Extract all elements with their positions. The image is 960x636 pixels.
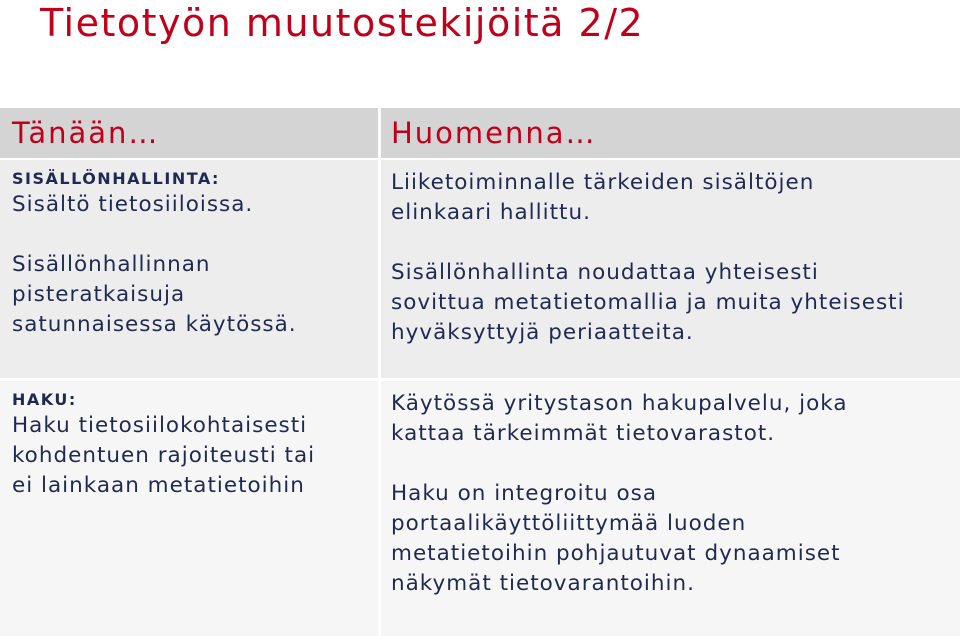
cell-body	[12, 389, 372, 501]
row-content-management-tomorrow	[381, 160, 960, 378]
text-line: pisteratkaisuja	[12, 282, 186, 307]
text-line: Haku on integroitu osa	[391, 481, 658, 506]
comparison-table	[0, 108, 960, 636]
text-line: satunnaisessa käytössä.	[12, 312, 297, 337]
paragraph-gap	[391, 228, 956, 258]
slide-title: Tietotyön muutostekijöitä 2/2	[40, 1, 645, 45]
cell-body	[391, 389, 956, 599]
text-line: näkymät tietovarantoihin.	[391, 571, 695, 596]
text-line: Liiketoiminnalle tärkeiden sisältöjen	[391, 170, 815, 195]
text-line: hyväksyttyjä periaatteita.	[391, 320, 694, 345]
text-line: elinkaari hallittu.	[391, 200, 591, 225]
cell-body	[12, 168, 372, 340]
row-search-tomorrow	[381, 381, 960, 636]
text-line: portaalikäyttöliittymää luoden	[391, 511, 747, 536]
cell-label: HAKU:	[12, 390, 77, 409]
header-today-label: Tänään…	[12, 116, 160, 150]
cell-label: SISÄLLÖNHALLINTA:	[12, 169, 220, 188]
text-line: Käytössä yritystason hakupalvelu, joka	[391, 391, 848, 416]
text-line: sovittua metatietomallia ja muita yhteisesti	[391, 290, 905, 315]
header-today	[0, 108, 378, 158]
text-line: metatietoihin pohjautuvat dynaamiset	[391, 541, 841, 566]
text-line: ei lainkaan metatietoihin	[12, 473, 305, 498]
text-line: Haku tietosiilokohtaisesti	[12, 413, 308, 438]
text-line: Sisällönhallinnan	[12, 252, 211, 277]
header-tomorrow	[381, 108, 960, 158]
header-tomorrow-label: Huomenna…	[391, 116, 597, 150]
row-search-today	[0, 381, 378, 636]
paragraph-gap	[12, 220, 372, 250]
text-line: Sisältö tietosiiloissa.	[12, 192, 254, 217]
paragraph-gap	[391, 449, 956, 479]
row-content-management-today	[0, 160, 378, 378]
text-line: kohdentuen rajoiteusti tai	[12, 443, 316, 468]
cell-body	[391, 168, 956, 348]
text-line: kattaa tärkeimmät tietovarastot.	[391, 421, 776, 446]
text-line: Sisällönhallinta noudattaa yhteisesti	[391, 260, 819, 285]
